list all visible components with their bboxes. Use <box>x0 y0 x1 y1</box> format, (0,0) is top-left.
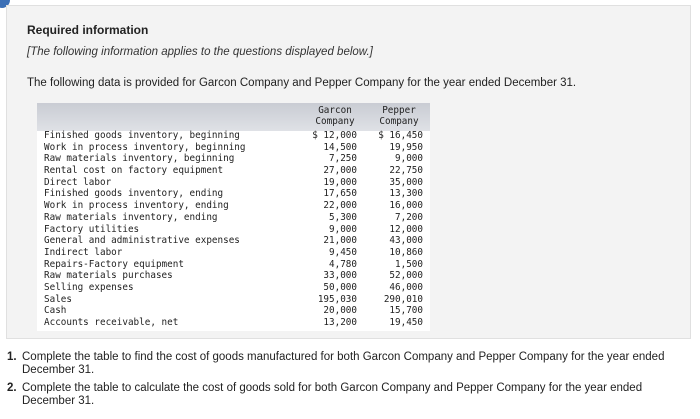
pepper-value: 19,450 <box>389 317 423 328</box>
table-body <box>37 130 430 329</box>
garcon-value: 27,000 <box>323 165 357 177</box>
table-row <box>37 247 430 259</box>
pepper-value: 19,950 <box>389 141 423 153</box>
garcon-value: 9,450 <box>329 246 357 258</box>
garcon-value: 195,030 <box>317 293 357 305</box>
pepper-value: $ 16,450 <box>378 130 423 141</box>
garcon-value: 13,200 <box>323 317 357 328</box>
garcon-value: 33,000 <box>323 270 357 282</box>
table-row <box>37 177 430 189</box>
pepper-value: 290,010 <box>383 293 423 305</box>
question-text: Complete the table to find the cost of goods manufactured for both Garcon Company and Pepper Company for the year ended December 31. <box>22 351 665 376</box>
column-header-pepper-line2: Company <box>379 115 419 127</box>
pepper-value: 43,000 <box>389 235 423 247</box>
pepper-value: 46,000 <box>389 281 423 293</box>
table-row <box>37 188 430 200</box>
required-information-title: Required information <box>27 23 149 37</box>
table-row <box>37 235 430 247</box>
row-label: Work in process inventory, beginning <box>44 141 246 153</box>
row-label: Raw materials purchases <box>44 270 173 282</box>
company-data-table <box>37 103 430 331</box>
row-label: General and administrative expenses <box>44 235 240 247</box>
garcon-value: 5,300 <box>329 211 357 223</box>
pepper-value: 16,000 <box>389 200 423 212</box>
garcon-value: 14,500 <box>323 141 357 153</box>
pepper-value: 12,000 <box>389 223 423 235</box>
row-label: Finished goods inventory, beginning <box>44 130 240 141</box>
row-label: Raw materials inventory, beginning <box>44 153 235 165</box>
row-label: Raw materials inventory, ending <box>44 211 218 223</box>
table-row <box>37 305 430 317</box>
pepper-value: 1,500 <box>395 258 423 270</box>
table-row <box>37 200 430 212</box>
pepper-value: 15,700 <box>389 305 423 317</box>
table-row <box>37 165 430 177</box>
table-row <box>37 212 430 224</box>
row-label: Indirect labor <box>44 246 123 258</box>
garcon-value: 19,000 <box>323 176 357 188</box>
column-header-garcon-line2: Company <box>315 115 355 127</box>
table-row <box>37 259 430 271</box>
row-label: Finished goods inventory, ending <box>44 188 224 200</box>
row-label: Sales <box>44 293 72 305</box>
table-row <box>37 142 430 154</box>
required-information-panel <box>6 5 691 339</box>
table-row <box>37 317 430 329</box>
question-text: Complete the table to calculate the cost of goods sold for both Garcon Company and Pepper Company for the year ended December 31. <box>22 382 643 407</box>
intro-text: The following data is provided for Garcon Company and Pepper Company for the year ended December 31. <box>27 77 577 89</box>
row-label: Repairs-Factory equipment <box>44 258 184 270</box>
question-number: 2. <box>7 382 17 394</box>
table-row <box>37 153 430 165</box>
pepper-value: 7,200 <box>395 211 423 223</box>
row-label: Factory utilities <box>44 223 140 235</box>
column-header-garcon-line1: Garcon <box>318 105 352 116</box>
garcon-value: 50,000 <box>323 281 357 293</box>
column-header-pepper <box>373 106 425 127</box>
pepper-value: 13,300 <box>389 188 423 200</box>
garcon-value: 20,000 <box>323 305 357 317</box>
table-row <box>37 224 430 236</box>
garcon-value: 7,250 <box>329 153 357 165</box>
garcon-value: 4,780 <box>329 258 357 270</box>
table-row <box>37 282 430 294</box>
table-header-bar <box>37 103 430 131</box>
pepper-value: 9,000 <box>395 153 423 165</box>
garcon-value: $ 12,000 <box>312 130 357 141</box>
row-label: Accounts receivable, net <box>44 317 179 328</box>
garcon-value: 9,000 <box>329 223 357 235</box>
row-label: Work in process inventory, ending <box>44 200 229 212</box>
garcon-value: 22,000 <box>323 200 357 212</box>
table-row <box>37 294 430 306</box>
row-label: Direct labor <box>44 176 112 188</box>
column-header-pepper-line1: Pepper <box>382 105 416 116</box>
column-header-garcon <box>306 106 364 127</box>
row-label: Selling expenses <box>44 281 134 293</box>
table-row <box>37 270 430 282</box>
pepper-value: 22,750 <box>389 165 423 177</box>
instruction-note: [The following information applies to the questions displayed below.] <box>27 46 373 58</box>
question-number: 1. <box>7 351 17 363</box>
row-label: Cash <box>44 305 67 317</box>
pepper-value: 35,000 <box>389 176 423 188</box>
row-label: Rental cost on factory equipment <box>44 165 224 177</box>
garcon-value: 17,650 <box>323 188 357 200</box>
table-row <box>37 130 430 142</box>
pepper-value: 10,860 <box>389 246 423 258</box>
pepper-value: 52,000 <box>389 270 423 282</box>
garcon-value: 21,000 <box>323 235 357 247</box>
